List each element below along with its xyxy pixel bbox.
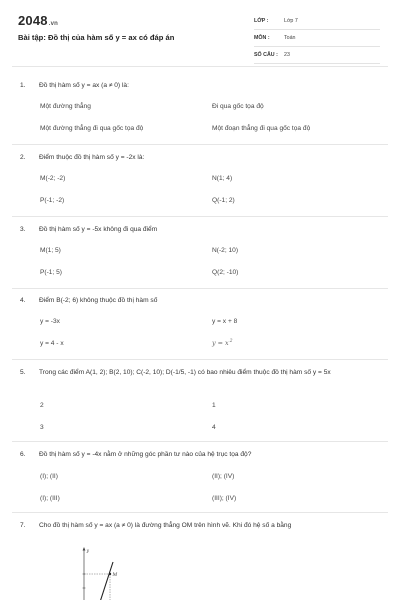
point-m bbox=[109, 573, 111, 575]
meta-value-class: Lớp 7 bbox=[284, 18, 298, 24]
question-text bbox=[20, 153, 380, 162]
question-6 bbox=[20, 450, 380, 502]
question-divider bbox=[12, 216, 388, 217]
meta-label-class: LỚP : bbox=[254, 18, 269, 24]
header-divider bbox=[12, 66, 388, 67]
answer-option[interactable]: (II); (IV) bbox=[212, 473, 235, 480]
answer-option[interactable]: 2 bbox=[40, 402, 44, 409]
question-number: 2. bbox=[20, 154, 26, 161]
answer-option[interactable]: M(1; 5) bbox=[40, 247, 61, 254]
answer-option[interactable]: 1 bbox=[212, 402, 216, 409]
question-stem: Đồ thị hàm số y = ax (a ≠ 0) là: bbox=[39, 82, 129, 89]
question-stem: Đồ thị hàm số y = -4x nằm ở những góc phần tư nào của hệ trục tọa độ? bbox=[39, 451, 252, 458]
answer-option[interactable]: 3 bbox=[40, 424, 44, 431]
logo-suffix: .vn bbox=[48, 21, 59, 27]
question-text bbox=[20, 521, 380, 530]
question-number: 3. bbox=[20, 226, 26, 233]
point-m-label: M bbox=[112, 573, 118, 578]
math-exponent: 2 bbox=[229, 339, 233, 344]
answer-option[interactable]: Một đường thẳng bbox=[40, 103, 91, 110]
answer-option[interactable]: Một đoạn thẳng đi qua gốc tọa độ bbox=[212, 125, 311, 132]
question-text bbox=[20, 225, 380, 234]
page-header bbox=[0, 0, 400, 70]
question-number: 5. bbox=[20, 369, 26, 376]
meta-panel bbox=[254, 16, 380, 67]
meta-label-count: SỐ CÂU : bbox=[254, 52, 278, 58]
question-4 bbox=[20, 296, 380, 347]
answer-option[interactable]: 4 bbox=[212, 424, 216, 431]
answer-option[interactable] bbox=[212, 339, 233, 347]
question-7 bbox=[20, 521, 380, 530]
line-om bbox=[100, 562, 113, 600]
question-divider bbox=[12, 288, 388, 289]
question-divider bbox=[12, 441, 388, 442]
question-text bbox=[20, 296, 380, 305]
answer-option[interactable]: Q(2; -10) bbox=[212, 269, 239, 276]
answer-option[interactable]: (I); (II) bbox=[40, 473, 58, 480]
answer-option[interactable]: P(-1; 5) bbox=[40, 269, 62, 276]
meta-label-subject: MÔN : bbox=[254, 35, 270, 41]
question-5 bbox=[20, 368, 380, 431]
answer-option[interactable]: (III); (IV) bbox=[212, 495, 237, 502]
meta-value-subject: Toán bbox=[284, 35, 296, 41]
answer-option[interactable]: P(-1; -2) bbox=[40, 197, 65, 204]
meta-row-subject bbox=[254, 33, 380, 47]
question-stem: Trong các điểm A(1, 2); B(2, 10); C(-2, 10); D(-1/5, -1) có bao nhiêu điểm thuộc đồ thị hàm số y = 5x bbox=[39, 369, 331, 376]
question-number: 7. bbox=[20, 522, 26, 529]
page-title: Bài tập: Đồ thị của hàm số y = ax có đáp án bbox=[18, 33, 175, 42]
y-axis-arrow bbox=[83, 547, 86, 551]
question-text bbox=[20, 450, 380, 459]
answer-option[interactable]: M(-2; -2) bbox=[40, 175, 66, 182]
math-expression: y = x bbox=[212, 339, 229, 347]
meta-row-class bbox=[254, 16, 380, 30]
question-divider bbox=[12, 359, 388, 360]
question-number: 1. bbox=[20, 82, 26, 89]
question-text bbox=[20, 368, 380, 377]
logo-main: 2048 bbox=[18, 13, 48, 28]
question-stem: Điểm thuộc đồ thị hàm số y = -2x là: bbox=[39, 154, 145, 161]
answer-option[interactable]: Q(-1; 2) bbox=[212, 197, 235, 204]
answer-option[interactable]: y = x + 8 bbox=[212, 318, 238, 325]
question-2 bbox=[20, 153, 380, 204]
question-stem: Đồ thị hàm số y = -5x không đi qua điểm bbox=[39, 226, 158, 233]
answer-option[interactable]: (I); (III) bbox=[40, 495, 60, 502]
site-logo[interactable] bbox=[18, 13, 58, 28]
question-divider bbox=[12, 144, 388, 145]
question-3 bbox=[20, 225, 380, 276]
question-text bbox=[20, 81, 380, 90]
answer-option[interactable]: y = 4 - x bbox=[40, 340, 64, 347]
question-divider bbox=[12, 512, 388, 513]
question-number: 6. bbox=[20, 451, 26, 458]
answer-option[interactable]: N(1; 4) bbox=[212, 175, 233, 182]
meta-row-count bbox=[254, 50, 380, 64]
question-number: 4. bbox=[20, 297, 26, 304]
answer-option[interactable]: Một đường thẳng đi qua gốc tọa độ bbox=[40, 125, 144, 132]
answer-option[interactable]: Đi qua gốc tọa độ bbox=[212, 103, 264, 110]
question-1 bbox=[20, 81, 380, 132]
meta-value-count: 23 bbox=[284, 52, 290, 58]
question-stem: Điểm B(-2; 6) không thuộc đồ thị hàm số bbox=[39, 297, 158, 304]
coordinate-graph bbox=[70, 546, 130, 600]
answer-option[interactable]: N(-2; 10) bbox=[212, 247, 239, 254]
question-stem: Cho đồ thị hàm số y = ax (a ≠ 0) là đường thẳng OM trên hình vẽ. Khi đó hệ số a bằng bbox=[39, 522, 292, 529]
answer-option[interactable]: y = -3x bbox=[40, 318, 60, 325]
y-axis-label: y bbox=[86, 549, 90, 554]
